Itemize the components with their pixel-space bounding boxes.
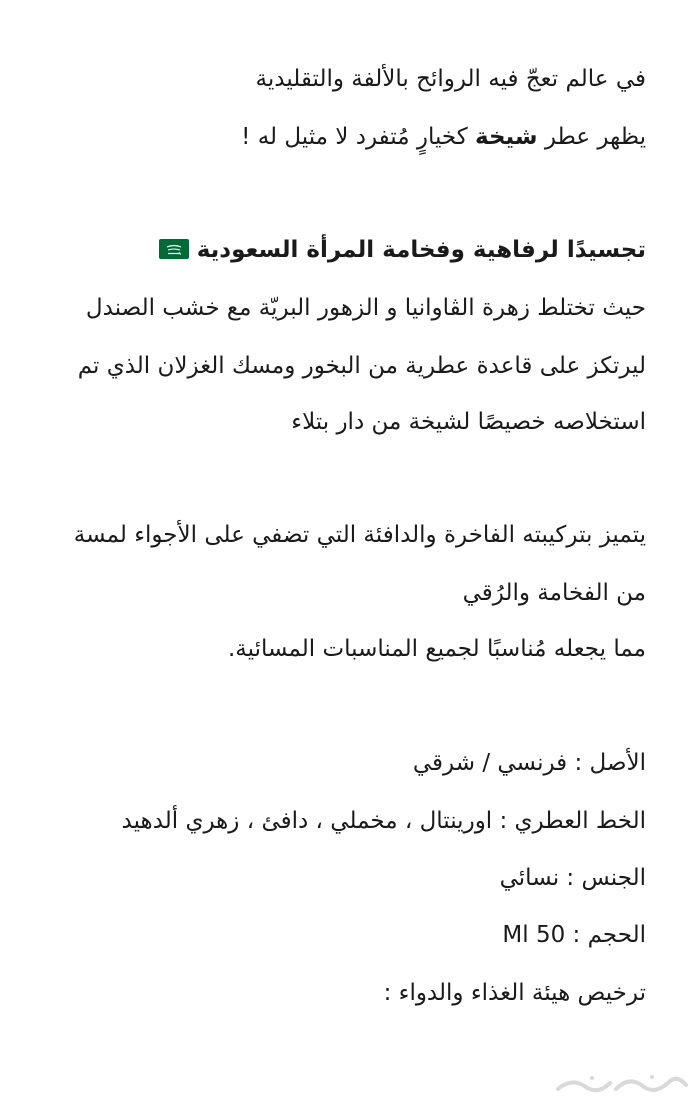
heading-text: تجسيدًا لرفاهية وفخامة المرأة السعودية [196, 237, 646, 263]
notes-line-1: حيث تختلط زهرة الڤاوانيا و الزهور البريّة مع خشب الصندل [85, 295, 646, 321]
product-name: شيخة [475, 124, 538, 150]
spec-origin: الأصل : فرنسي / شرقي [412, 750, 646, 776]
notes-line-3: استخلاصه خصيصًا لشيخة من دار بتلاء [291, 409, 646, 435]
heading-line [20, 233, 646, 267]
character-line-3: مما يجعله مُناسبًا لجميع المناسبات المسائية. [227, 636, 646, 662]
site-watermark-logo [552, 1071, 692, 1097]
intro-line-1: في عالم تعجّ فيه الروائح بالألفة والتقليدية [255, 66, 646, 92]
notes-line-2: ليرتكز على قاعدة عطرية من البخور ومسك الغزلان الذي تم [77, 353, 646, 379]
intro-line-2-suffix: كخيارٍ مُتفرد لا مثيل له ! [241, 124, 475, 150]
intro-line-2-prefix: يظهر عطر [537, 124, 646, 150]
character-line-1: يتميز بتركيبته الفاخرة والدافئة التي تضفي على الأجواء لمسة [73, 522, 646, 548]
intro-line-2 [20, 120, 646, 154]
character-line-2: من الفخامة والرُقي [462, 580, 646, 606]
spec-gender: الجنس : نسائي [499, 865, 646, 891]
spec-scent-family: الخط العطري : اورينتال ، مخملي ، دافئ ، زهري ألدهيد [121, 808, 646, 834]
spec-license: ترخيص هيئة الغذاء والدواء : [383, 980, 646, 1006]
saudi-flag-icon [159, 239, 189, 259]
spec-volume: الحجم : 50 Ml [502, 922, 646, 948]
